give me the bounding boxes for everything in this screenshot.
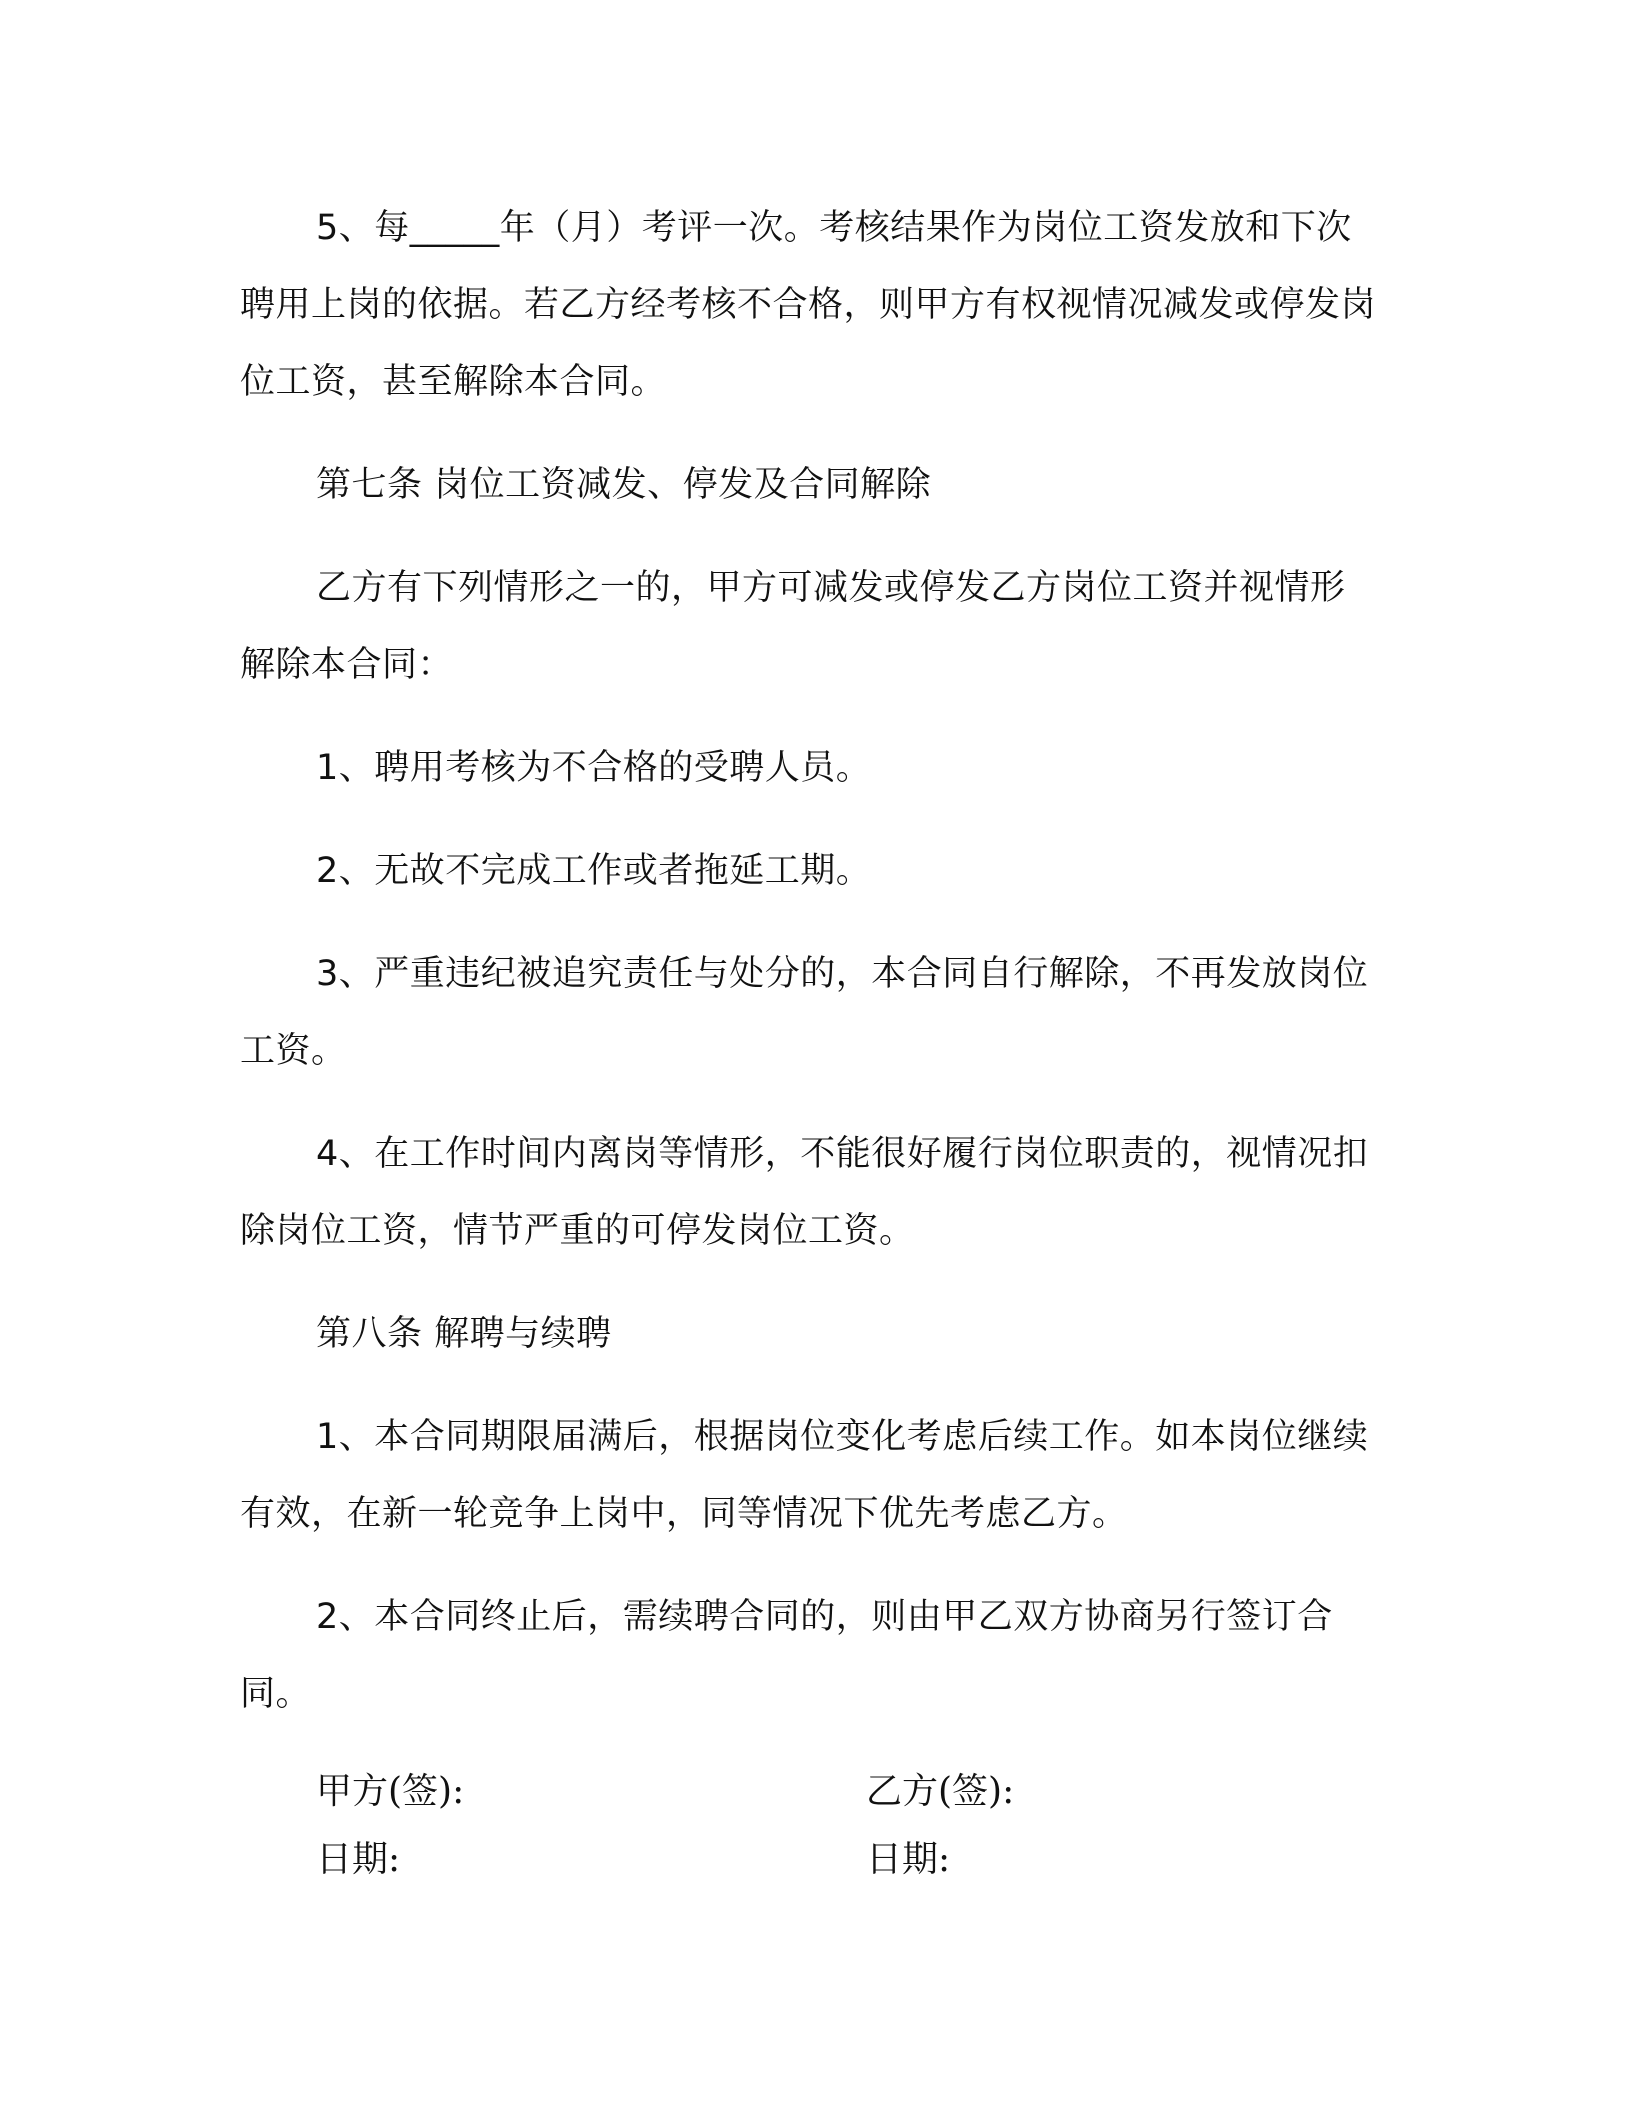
paragraph-article7-item4: 4、在工作时间内离岗等情形，不能很好履行岗位职责的，视情况扣除岗位工资，情节严重的可停发岗位工资。 [240, 1134, 1369, 1251]
paragraph-article8-item2: 2、本合同终止后，需续聘合同的，则由甲乙双方协商另行签订合同。 [240, 1597, 1333, 1714]
article-8-heading: 第八条 解聘与续聘 [316, 1314, 612, 1354]
date-row [316, 1826, 1216, 1894]
paragraph-article7-item3: 3、严重违纪被追究责任与处分的，本合同自行解除，不再发放岗位工资。 [240, 954, 1369, 1071]
paragraph-article6-item5: 5、每_____年（月）考评一次。考核结果作为岗位工资发放和下次聘用上岗的依据。若乙方经考核不合格，则甲方有权视情况减发或停发岗位工资，甚至解除本合同。 [240, 208, 1377, 402]
paragraph-article7-intro: 乙方有下列情形之一的，甲方可减发或停发乙方岗位工资并视情形解除本合同： [240, 568, 1346, 685]
paragraph-article8-item1: 1、本合同期限届满后，根据岗位变化考虑后续工作。如本岗位继续有效，在新一轮竞争上岗中，同等情况下优先考虑乙方。 [240, 1417, 1369, 1534]
party-a-signature-label: 甲方(签): [316, 1771, 465, 1812]
article-7-heading: 第七条 岗位工资减发、停发及合同解除 [316, 465, 932, 505]
party-b-date-label: 日期: [866, 1839, 951, 1880]
signature-row [316, 1758, 1216, 1826]
signature-block [316, 1758, 1216, 1894]
paragraph-article7-item2: 2、无故不完成工作或者拖延工期。 [316, 851, 872, 891]
party-b-signature-label: 乙方(签): [866, 1771, 1015, 1812]
document-body [240, 190, 1380, 1733]
paragraph-article7-item1: 1、聘用考核为不合格的受聘人员。 [316, 748, 872, 788]
party-a-date-label: 日期: [316, 1839, 401, 1880]
